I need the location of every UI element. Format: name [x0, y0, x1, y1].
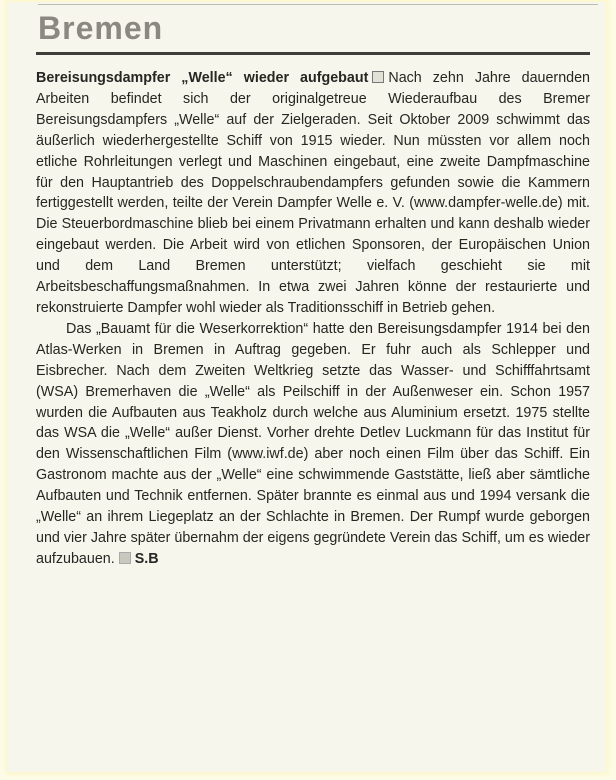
- bullet-square-icon: [372, 71, 384, 83]
- article: [36, 68, 590, 570]
- author-initials: S.B: [134, 550, 159, 567]
- article-headline: Bereisungsdampfer „Welle“ wieder aufgebaut: [36, 70, 369, 86]
- paragraph-1: [36, 68, 590, 319]
- section-rule: [36, 52, 590, 55]
- paragraph-2: [36, 319, 590, 570]
- end-square-icon: [119, 552, 131, 564]
- section-title: Bremen: [38, 10, 164, 46]
- newspaper-clipping: [8, 2, 606, 772]
- paragraph-2-text: Das „Bauamt für die Weserkorrektion“ hatte den Bereisungsdampfer 1914 bei den Atlas-Werken in Bremen in Auftrag gegeben. Er fuhr auch als Schlepper und Eisbrecher. Nach dem Zweiten Weltkrieg setzte das Wasser- und Schifffahrtsamt (WSA) Bremerhaven die „Welle“ als Peilschiff in der Außenweser ein. Schon 1957 wurden die Aufbauten aus Teakholz durch welche aus Aluminium ersetzt. 1975 stellte das WSA die „Welle“ außer Dienst. Vorher drehte Detlev Luckmann für das Institut für den Wissenschaftlichen Film (www.iwf.de) aber noch einen Film über das Schiff. Ein Gastronom machte aus der „Welle“ eine schwimmende Gaststätte, ließ aber sämtliche Aufbauten und Technik entfernen. Später brannte es einmal aus und 1994 versank die „Welle“ an ihrem Liegeplatz an der Schlachte in Bremen. Der Rumpf wurde geborgen und vier Jahre später übernahm der eigens gegründete Verein das Schiff, um es wieder aufzubauen.: [36, 320, 590, 567]
- paragraph-1-text: Nach zehn Jahre dauernden Arbeiten befindet sich der originalgetreue Wiederaufbau des Bremer Bereisungsdampfers „Welle“ auf der Zielgeraden. Seit Oktober 2009 schwimmt das äußerlich wiederhergestellte Schiff von 1915 wieder. Nun müssten vor allem noch etliche Rohrleitungen verlegt und Maschinen eingebaut, eine zweite Dampfmaschine für den Hauptantrieb des Doppelschraubendampfers gefunden sowie die Kammern fertiggestellt werden, teilte der Verein Dampfer Welle e. V. (www.dampfer-welle.de) mit. Die Steuerbordmaschine blieb bei einem Privatmann erhalten und kann deshalb wieder eingebaut werden. Die Arbeit wird von etlichen Sponsoren, der Europäischen Union und dem Land Bremen unterstützt; vielfach geschieht sie mit Arbeitsbeschaffungsmaßnahmen. In etwa zwei Jahren könne der restaurierte und rekonstruierte Dampfer wohl wieder als Traditionsschiff in Betrieb gehen.: [36, 70, 590, 316]
